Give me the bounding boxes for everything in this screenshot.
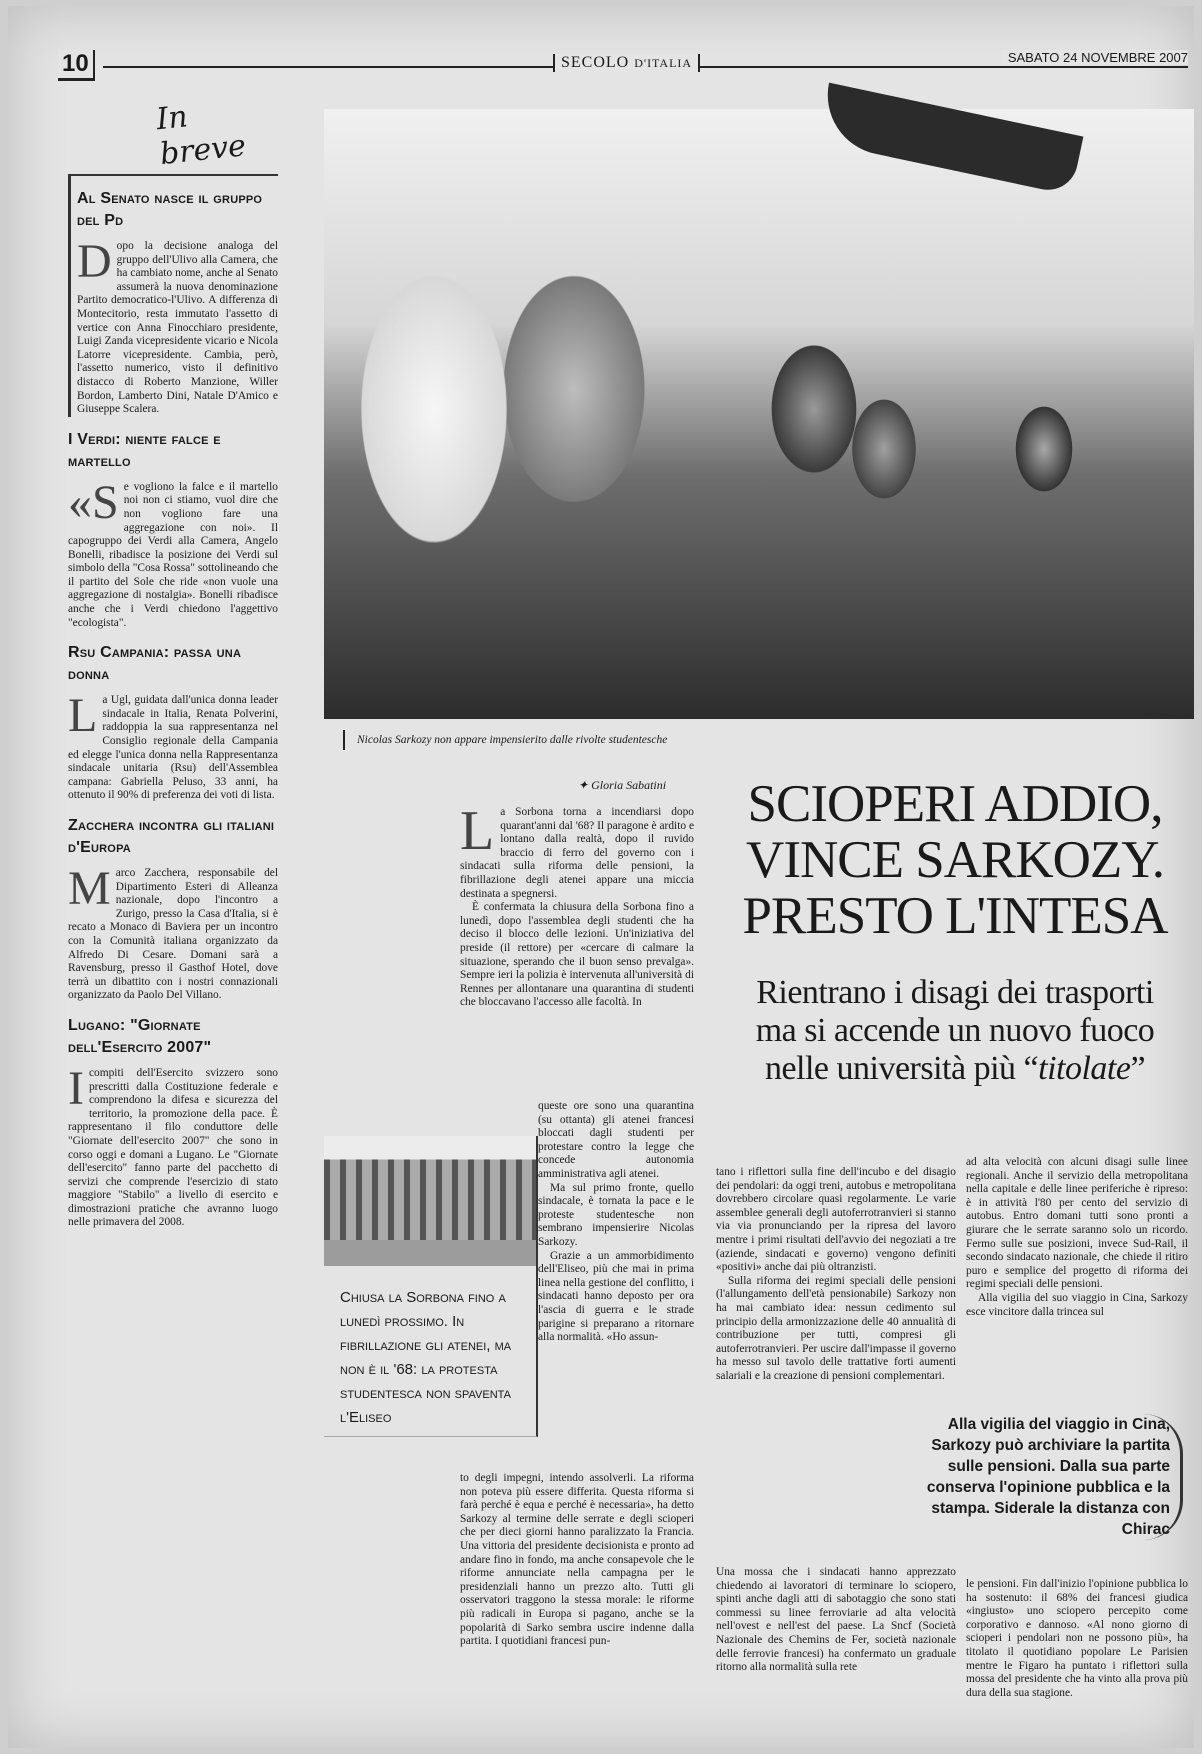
article-paragraph: to degli impegni, intendo assolverli. La riforma non poteva più essere differita. Questa riforma si farà perché è equa e perché è necessaria», ha detto Sarkozy al termine delle serrate e degli scioperi che per dieci giorni hanno paralizzato la Francia. Una vittoria del presidente decisionista e pronto ad andare fino in fondo, ma anche consapevole che le riforme annunciate nella campagna per le presidenziali hanno un prezzo alto. Tutti gli osservatori traggono la stessa morale: le riforme più radicali in Europa si pagano, anche se la popolarità di Sarko sembra uscire indenne dalla partita. I quotidiani francesi pun- <box>460 1472 694 1648</box>
brief-text <box>77 235 278 417</box>
headline-block <box>720 776 1190 1088</box>
drop-cap: I <box>68 1061 84 1115</box>
author-name: Gloria Sabatini <box>591 778 667 792</box>
brief-body: a Ugl, guidata dall'unica donna leader sindacale in Italia, Renata Polverini, raddoppia la sua rappresentanza nel Consiglio regionale della Campania ed elegge l'unica donna nella Rappresentanza sindacale unitaria (Rsu) dell'Assemblea campana: Gabriella Peluso, 33 anni, ha ottenuto il 90% di preferenza dei voti di lista. <box>68 694 278 802</box>
headline <box>720 776 1190 944</box>
article-column-3b: le pensioni. Fin dall'inizio l'opinione pubblica lo ha sostenuto: il 68% dei francesi giudica «ingiusto» uno sciopero percepito come corporativo e dannoso. «Al nono giorno di scioperi i pendolari non ne possono più», ha titolato il quotidiano popolare Le Parisien mentre le Figaro ha puntato i riflettori sulla mossa del presidente che ha vinto alla prova più dura della sua stagione. <box>966 1578 1188 1699</box>
masthead <box>58 48 1188 88</box>
page-number: 10 <box>58 50 95 81</box>
brief-body: e vogliono la falce e il martello noi non ci stiamo, vuol dire che non vogliono fare una aggregazione con noi». Il capogruppo dei Verdi alla Camera, Angelo Bonelli, ribadisce la posizione dei Verdi sul simbolo della "Cosa Rossa" sottolineando che il partito del Sole che ride «non vuole una aggregazione di nostalgia». Bonelli ribadisce anche che i Verdi chiedono l'aggettivo "ecologista". <box>68 480 278 629</box>
brief-text <box>68 475 278 631</box>
brief-title: Zacchera incontra gli italiani d'Europa <box>68 817 275 856</box>
newspaper-name <box>553 54 700 72</box>
drop-cap: L <box>460 800 495 862</box>
article-column-2 <box>716 1166 956 1384</box>
article-column-1 <box>460 800 694 1010</box>
brief-text <box>68 1061 278 1230</box>
sorbonne-photo <box>324 1136 538 1266</box>
drop-cap: «S <box>68 475 119 529</box>
article-column-2b: Una mossa che i sindacati hanno apprezzato chiedendo ai lavoratori di terminare lo sciopero, spinti anche dagli atti di sabotaggio che sono stati commessi su linee ferroviarie ad alta velocità nell'ovest e nell'est del paese. La Sncf (Società Nazionale des Chemins de Fer, società nazionale delle ferrovie francesi) ha confermato un graduale ritorno alla normalità sulla rete <box>716 1566 956 1674</box>
drop-cap: M <box>68 862 111 915</box>
pull-quote: Alla vigilia del viaggio in Cina, Sarkozy può archiviare la partita sulle pensioni. Dalla sua parte conserva l'opinione pubblica e la stampa. Siderale la distanza con Chirac <box>908 1414 1183 1540</box>
article-paragraph: ad alta velocità con alcuni disagi sulle linee regionali. Anche il servizio della metropolitana nella capitale e delle linee periferiche è ripreso: è in attività l'80 per cento del servizio di autobus. Entro domani tutti sono pronti a giurare che le serrate saranno solo un ricordo. Fermo sulle sue posizioni, invece Sud-Rail, il secondo sindacato nazionale, che chiede il ritiro puro e semplice del progetto di riforma dei regimi speciali delle pensioni. <box>966 1156 1188 1291</box>
brief-text <box>68 689 278 803</box>
headline-line-3: PRESTO L'INTESA <box>742 887 1168 945</box>
brief-text <box>68 862 278 1003</box>
subheadline-line-3: nelle università più “ <box>764 1050 1039 1087</box>
article-column-1c <box>460 1472 694 1649</box>
article-column-3 <box>966 1156 1188 1319</box>
newspaper-page <box>8 6 1194 1748</box>
brief-zacchera <box>68 815 278 1003</box>
boom-microphone-shape <box>817 83 1084 196</box>
subheadline-end: ” <box>1130 1050 1146 1087</box>
subheadline <box>720 974 1190 1088</box>
sorbonne-sidebar <box>324 1266 538 1437</box>
brief-body: opo la decisione analoga del gruppo dell'Ulivo alla Camera, che ha cambiato nome, anche al Senato assumerà la nuova denominazione Partito democratico-l'Ulivo. A differenza di Montecitorio, resta immutato l'assetto di vertice con Anna Finocchiaro presidente, Luigi Zanda vicepresidente vicario e Nicola Latorre vicepresidente. Cambia, però, l'assetto numerico, visto il definitivo distacco di Roberto Manzione, Willer Bordon, Lamberto Dini, Natale D'Amico e Giuseppe Scalera. <box>77 240 278 416</box>
subheadline-emphasis: titolate <box>1038 1050 1131 1087</box>
article-paragraph: Grazie a un ammorbidimento dell'Eliseo, più che mai in prima linea nella gestione del conflitto, i sindacati hanno deposto per ora l'ascia di guerra e le strade parigine si preparano a ritornare alla normalità. «Ho assun- <box>538 1249 694 1344</box>
drop-cap: L <box>68 689 98 743</box>
brief-body: arco Zacchera, responsabile del Dipartimento Esteri di Alleanza nazionale, dopo l'incontro a Zurigo, presso la Casa d'Italia, si è recato a Monaco di Baviera per un incontro con la Comunità italiana organizzato da Alfredo Di Cesare. Domani sarà a Ravensburg, presso il Gasthof Hotel, dove terrà un dibattito con i nostri connazionali organizzato da Paolo Del Villano. <box>68 867 278 1002</box>
subheadline-line-1: Rientrano i disagi dei trasporti <box>756 974 1154 1011</box>
brief-senato <box>68 174 278 417</box>
newspaper-name-main: SECOLO <box>561 54 630 71</box>
brief-verdi <box>68 429 278 631</box>
article-paragraph: Alla vigilia del suo viaggio in Cina, Sarkozy esce vincitore dalla trincea sul <box>966 1291 1188 1318</box>
brief-title: Rsu Campania: passa una donna <box>68 644 242 684</box>
headline-line-2: VINCE SARKOZY. <box>746 831 1164 889</box>
brief-body: compiti dell'Esercito svizzero sono prescritti dalla Costituzione federale e comprendono la difesa e sicurezza del territorio, la promozione della pace. È rappresentano il filo conduttore delle "Giornate dell'esercito 2007" che sono in corso oggi e domani a Lugano. Le "Giornate dell'esercito" fanno parte del pacchetto di servizi che comprende l'esercizio di stato maggiore "Stabilo" a livello di esercito e dimostrazioni pratiche che avranno luogo nelle primavera del 2008. <box>68 1066 278 1229</box>
brief-title: I Verdi: niente falce e martello <box>68 430 221 470</box>
brief-title: Al Senato nasce il gruppo del Pd <box>77 190 263 229</box>
article-paragraph: tano i riflettori sulla fine dell'incubo e del disagio dei pendolari: da oggi treni, autobus e metropolitana dovrebbero circolare quasi regolarmente. Le varie assemblee generali degli autoferrotranvieri si stanno via via pronunciando per la ripresa del lavoro mentre i primi risultati dell'avvio dei negoziati a tre (aziende, sindacati e governo) vengono definiti «positivi» anche dai più oltranzisti. <box>716 1166 956 1274</box>
article-paragraph: Sulla riforma dei regimi speciali delle pensioni (l'allungamento dell'età pensionabile) Sarkozy non ha mai cambiato idea: nessun cedimento sul principio della armonizzazione delle 40 annualità di contribuzione per tutti, compresi gli autoferrotranvieri. Per uscire dall'impasse il governo ha messo sul tavolo delle trattative forti aumenti salariali e la creazione di pensioni complementari. <box>716 1274 956 1382</box>
drop-cap: D <box>77 235 112 288</box>
article-paragraph: Ma sul primo fronte, quello sindacale, è tornata la pace e le proteste studentesche non sembrano impensierire Nicolas Sarkozy. <box>538 1181 694 1248</box>
section-label: In breve <box>154 99 248 173</box>
photo-caption: Nicolas Sarkozy non appare impensierito dalle rivolte studentesche <box>343 730 667 750</box>
headline-line-1: SCIOPERI ADDIO, <box>747 775 1163 833</box>
briefs-column <box>68 96 278 1230</box>
brief-title: Lugano: "Giornate dell'Esercito 2007" <box>68 1016 212 1056</box>
sorbonne-sidebar-text: Chiusa la Sorbona fino a lunedì prossimo. In fibrillazione gli atenei, ma non è il '68: la protesta studentesca non spaventa l'Eliseo <box>340 1289 512 1426</box>
article-paragraph <box>460 800 694 901</box>
article-text: a Sorbona torna a incendiarsi dopo quarant'anni dal '68? Il paragone è ardito e lontano dalla realtà, dopo il ruvido braccio di ferro del governo con i sindacati sulla riforma delle pensioni, la fibrillazione degli atenei appare una miccia destinata a spegnersi. <box>460 806 694 900</box>
byline: ✦ Gloria Sabatini <box>578 778 667 792</box>
article-column-1b <box>538 1100 694 1345</box>
article-paragraph: queste ore sono una quarantina (su ottanta) gli atenei francesi bloccati dagli studenti per protestare contro la legge che concede autonomia amministrativa agli atenei. <box>538 1100 694 1180</box>
main-photo <box>324 109 1194 719</box>
newspaper-name-suffix: D'ITALIA <box>634 56 693 70</box>
brief-lugano <box>68 1015 278 1230</box>
article-paragraph: È confermata la chiusura della Sorbona fino a lunedì, dopo l'assemblea degli studenti che ha deciso il blocco delle lezioni. Un'iniziativa del preside (il rettore) per «cercare di calmare la situazione, sperando che il buon senso prevalga». Sempre ieri la polizia è intervenuta all'università di Rennes per allontanare una quarantina di studenti che bloccavano l'accesso alle facoltà. In <box>460 901 694 1009</box>
brief-rsu <box>68 642 278 803</box>
subheadline-line-2: ma si accende un nuovo fuoco <box>755 1012 1155 1049</box>
issue-date: SABATO 24 NOVEMBRE 2007 <box>1002 50 1188 65</box>
